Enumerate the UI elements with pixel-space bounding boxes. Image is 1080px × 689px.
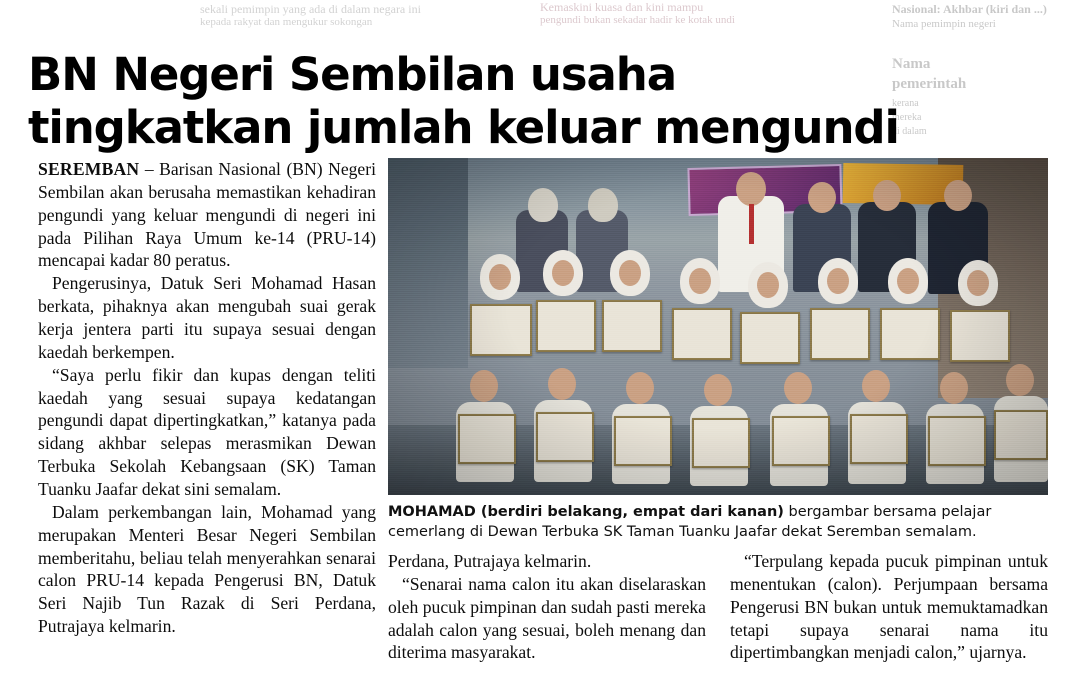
bleed-side-g: di dalam [892, 126, 927, 137]
photo-grain [388, 158, 1048, 495]
photo-caption-rest: bergambar bersama pelajar cemerlang di Dewan Terbuka SK Taman Tuanku Jaafar dekat Seremban semalam. [388, 504, 992, 540]
headline-line-1: BN Negeri Sembilan usaha [28, 48, 676, 102]
article-paragraph-4: Dalam perkembangan lain, Mohamad yang merupakan Menteri Besar Negeri Sembilan memberitahu, beliau telah menyerahkan senarai calon PRU-14 kepada Pengerusi BN, Datuk Seri Najib Tun Razak di Seri Perdana, Putrajaya kelmarin. [38, 501, 376, 637]
photo-block [388, 158, 1048, 542]
headline-line-2: tingkatkan jumlah keluar mengundi [28, 101, 899, 155]
bleed-side-f: mereka [892, 112, 922, 123]
article-column-right [730, 550, 1048, 664]
dateline-city: SEREMBAN [38, 159, 140, 179]
bleed-side-e: kerana [892, 98, 919, 109]
bleed-text-line-2: kepada rakyat dan mengukur sokongan [200, 16, 373, 28]
photo-caption-lead: MOHAMAD (berdiri belakang, empat dari kanan) [388, 504, 784, 520]
bleed-side-d: pemerintah [892, 76, 967, 92]
bleed-text-line-1: sekali pemimpin yang ada di dalam negara ini [200, 2, 421, 16]
article-paragraph-5: “Senarai nama calon itu akan diselaraskan oleh pucuk pimpinan dan sudah pasti mereka adalah calon yang sesuai, boleh menang dan diterima masyarakat. [388, 573, 706, 663]
article-paragraph-4-cont: Perdana, Putrajaya kelmarin. [388, 551, 592, 571]
article-column-left [38, 158, 376, 638]
page-bleed-top [0, 0, 1080, 30]
article-paragraph-2: Pengerusinya, Datuk Seri Mohamad Hasan berkata, pihaknya akan mengubah suai gerak kerja jentera parti itu supaya sesuai dengan kaedah berkempen. [38, 273, 376, 362]
article-body [38, 158, 1048, 678]
article-paragraph-1-text: – Barisan Nasional (BN) Negeri Sembilan akan berusaha memastikan kehadiran pengundi yang keluar mengundi di negeri ini pada Pilihan Raya Umum ke-14 (PRU-14) mencapai kadar 80 peratus. [38, 159, 376, 271]
bleed-side-a: Nasional: Akhbar (kiri dan ...) [892, 2, 1047, 16]
article-photo [388, 158, 1048, 495]
article-paragraph-1 [38, 158, 376, 272]
bleed-text-line-3: Kemaskini kuasa dan kini mampu [540, 0, 704, 14]
bleed-side-c: Nama [892, 56, 931, 72]
bleed-side-b: Nama pemimpin negeri [892, 18, 996, 30]
article-paragraph-3: “Saya perlu fikir dan kupas dengan teliti kaedah yang sesuai supaya kedatangan pengundi dapat dipertingkatkan,” katanya pada sidang akhbar selepas merasmikan Dewan Terbuka Sekolah Kebangsaan (SK) Taman Tuanku Jaafar dekat sini semalam. [38, 364, 376, 500]
bleed-text-line-4: pengundi bukan sekadar hadir ke kotak undi [540, 14, 735, 26]
photo-caption [388, 502, 1048, 542]
article-column-middle [388, 550, 706, 664]
page-title [28, 48, 1058, 154]
article-paragraph-6: “Terpulang kepada pucuk pimpinan untuk menentukan (calon). Perjumpaan bersama Pengerusi BN bukan untuk memuktamadkan tetapi supaya senarai nama itu dipertimbangkan menjadi calon,” ujarnya. [730, 551, 1048, 663]
